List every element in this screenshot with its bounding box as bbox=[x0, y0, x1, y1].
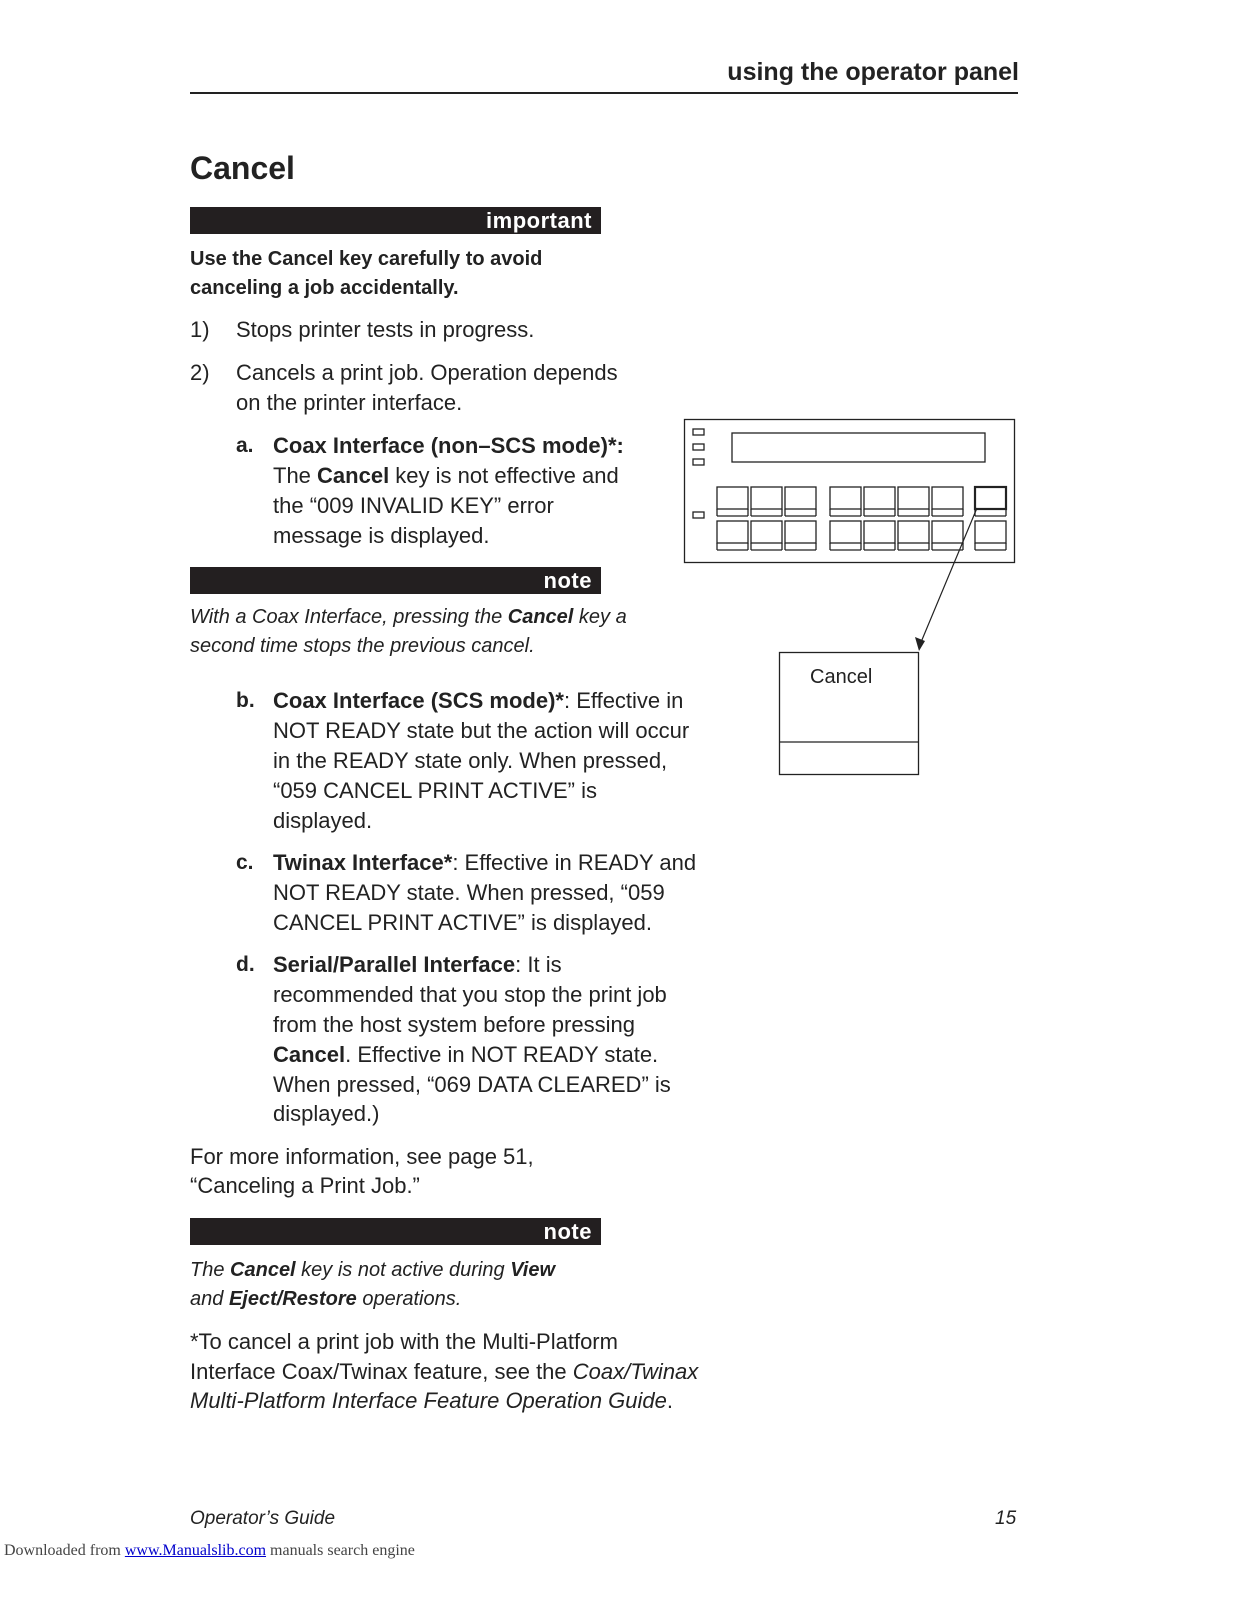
panel-key bbox=[864, 521, 895, 543]
note-2-line1: The Cancel key is not active during View bbox=[190, 1259, 556, 1281]
step-1-text: Stops printer tests in progress. bbox=[236, 317, 535, 342]
footer-guide-title: Operator’s Guide bbox=[190, 1508, 336, 1529]
footnote-line3: Multi-Platform Interface Feature Operation Guide. bbox=[190, 1388, 674, 1413]
important-banner: important bbox=[190, 207, 601, 234]
panel-key bbox=[898, 487, 929, 509]
note-2-line2: and Eject/Restore operations. bbox=[190, 1288, 462, 1310]
step-1-number: 1) bbox=[190, 317, 210, 342]
panel-key bbox=[717, 521, 748, 543]
panel-key bbox=[932, 521, 963, 543]
cancel-key bbox=[975, 487, 1006, 509]
indicator-light bbox=[693, 512, 704, 518]
item-d-letter: d. bbox=[236, 953, 255, 976]
panel-key bbox=[830, 521, 861, 543]
page-number: 15 bbox=[995, 1508, 1017, 1529]
panel-key bbox=[785, 487, 816, 509]
item-a-title: Coax Interface (non–SCS mode)*: bbox=[273, 433, 624, 458]
panel-outline bbox=[685, 420, 1015, 563]
panel-key bbox=[975, 521, 1006, 543]
item-a-line3: the “009 INVALID KEY” error bbox=[273, 493, 554, 518]
callout-arrowhead bbox=[915, 637, 925, 651]
item-b-line3: in the READY state only. When pressed, bbox=[273, 748, 668, 773]
footnote-line2: Interface Coax/Twinax feature, see the Coax/Twinax bbox=[190, 1359, 699, 1384]
item-a-line4: message is displayed. bbox=[273, 523, 490, 548]
item-d-line3: from the host system before pressing bbox=[273, 1012, 635, 1037]
item-d-line4: Cancel. Effective in NOT READY state. bbox=[273, 1042, 659, 1067]
step-2-text-line2: on the printer interface. bbox=[236, 390, 463, 415]
item-c-line2: NOT READY state. When pressed, “059 bbox=[273, 880, 665, 905]
note-1-line2: second time stops the previous cancel. bbox=[190, 635, 535, 657]
important-text-line2: canceling a job accidentally. bbox=[190, 277, 459, 299]
more-info-line1: For more information, see page 51, bbox=[190, 1144, 534, 1169]
section-title: Cancel bbox=[190, 150, 295, 186]
note-banner-1: note bbox=[190, 567, 601, 594]
item-d-line1: Serial/Parallel Interface: It is bbox=[273, 952, 562, 977]
item-b-letter: b. bbox=[236, 689, 255, 712]
panel-key bbox=[864, 487, 895, 509]
step-2-number: 2) bbox=[190, 360, 210, 385]
indicator-light bbox=[693, 429, 704, 435]
step-2-text-line1: Cancels a print job. Operation depends bbox=[236, 360, 618, 385]
indicator-light bbox=[693, 459, 704, 465]
item-c-line3: CANCEL PRINT ACTIVE” is displayed. bbox=[273, 910, 653, 935]
item-a-letter: a. bbox=[236, 434, 254, 457]
important-text-line1: Use the Cancel key carefully to avoid bbox=[190, 248, 543, 270]
item-c-line1: Twinax Interface*: Effective in READY and bbox=[273, 850, 697, 875]
item-d-line6: displayed.) bbox=[273, 1101, 380, 1126]
manualslib-link[interactable]: www.Manualslib.com bbox=[124, 1542, 267, 1559]
item-b-line5: displayed. bbox=[273, 808, 373, 833]
footnote-line1: *To cancel a print job with the Multi-Platform bbox=[190, 1329, 618, 1354]
callout-line bbox=[919, 508, 977, 647]
panel-key bbox=[751, 487, 782, 509]
item-b-line1: Coax Interface (SCS mode)*: Effective in bbox=[273, 688, 684, 713]
item-d-line5: When pressed, “069 DATA CLEARED” is bbox=[273, 1072, 671, 1097]
panel-display bbox=[732, 433, 985, 462]
panel-key bbox=[898, 521, 929, 543]
panel-key bbox=[717, 487, 748, 509]
item-d-line2: recommended that you stop the print job bbox=[273, 982, 667, 1007]
item-c-letter: c. bbox=[236, 851, 254, 874]
note-banner-2: note bbox=[190, 1218, 601, 1245]
note-1-line1: With a Coax Interface, pressing the Cancel key a bbox=[190, 606, 627, 628]
more-info-line2: “Canceling a Print Job.” bbox=[190, 1173, 420, 1198]
panel-key bbox=[751, 521, 782, 543]
download-notice: Downloaded from www.Manualslib.com manuals search engine bbox=[4, 1542, 415, 1559]
callout-label: Cancel bbox=[810, 666, 873, 688]
item-a-line2: The Cancel key is not effective and bbox=[273, 463, 619, 488]
indicator-light bbox=[693, 444, 704, 450]
panel-key bbox=[932, 487, 963, 509]
panel-key bbox=[785, 521, 816, 543]
running-header: using the operator panel bbox=[727, 58, 1019, 86]
item-b-line4: “059 CANCEL PRINT ACTIVE” is bbox=[273, 778, 597, 803]
header-rule bbox=[190, 92, 1018, 94]
item-b-line2: NOT READY state but the action will occur bbox=[273, 718, 690, 743]
panel-key bbox=[830, 487, 861, 509]
operator-panel-diagram bbox=[680, 415, 1020, 780]
